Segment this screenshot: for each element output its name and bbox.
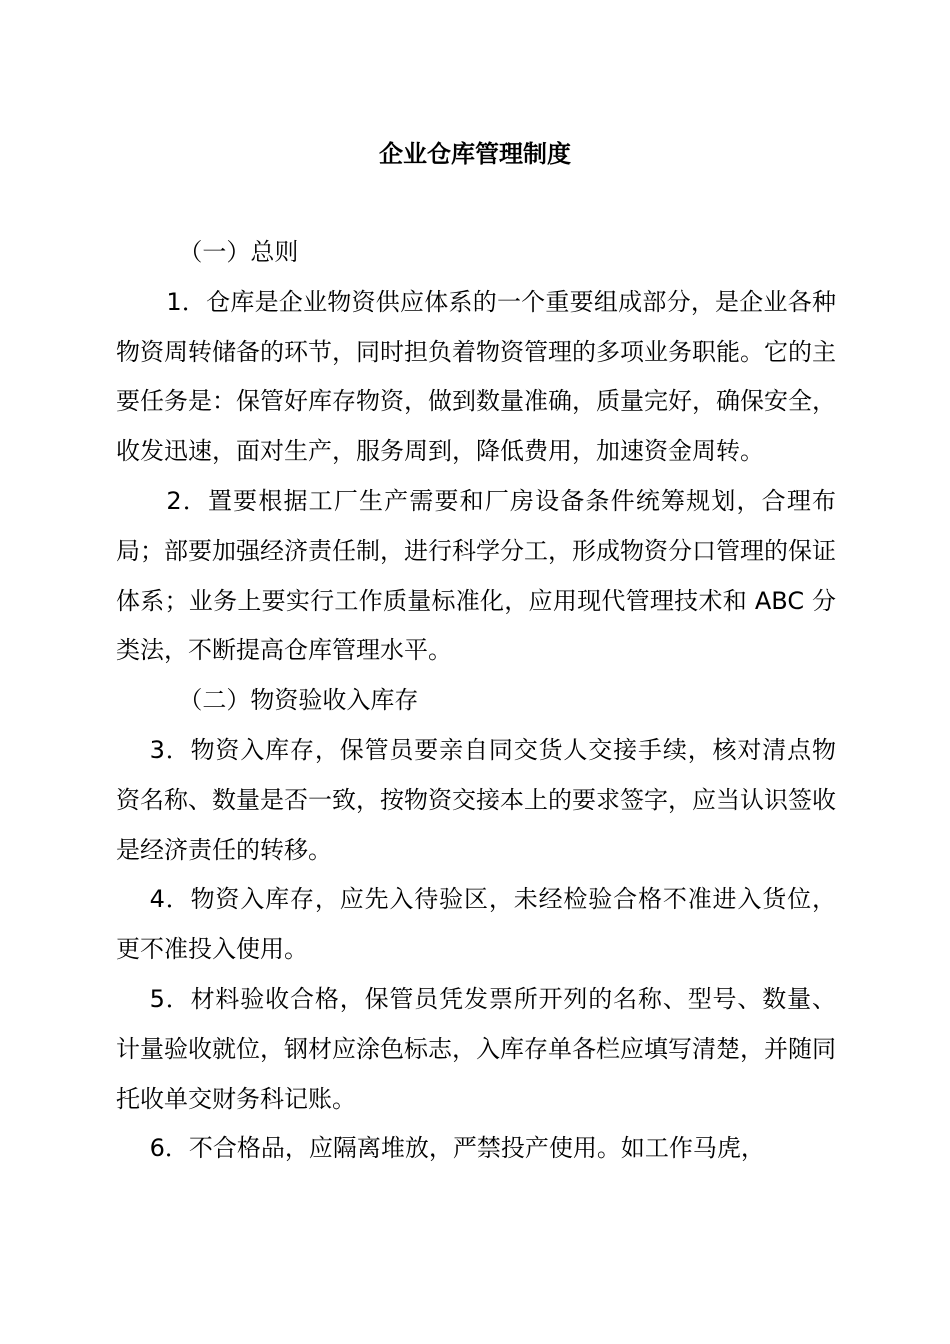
- paragraph-item-1: 1．仓库是企业物资供应体系的一个重要组成部分，是企业各种物资周转储备的环节，同时担负着物资管理的多项业务职能。它的主要任务是：保管好库存物资，做到数量准确，质量完好，确保安全，收发迅速，面对生产，服务周到，降低费用，加速资金周转。: [116, 287, 836, 466]
- section-heading-inbound: （二）物资验收入库存: [178, 686, 419, 715]
- document-body: [116, 228, 836, 1174]
- paragraph-item-3: 3．物资入库存，保管员要亲自同交货人交接手续，核对清点物资名称、数量是否一致，按物资交接本上的要求签字，应当认识签收是经济责任的转移。: [116, 735, 836, 864]
- paragraph-item-2: 2．置要根据工厂生产需要和厂房设备条件统筹规划，合理布局；部要加强经济责任制，进行科学分工，形成物资分口管理的保证体系；业务上要实行工作质量标准化，应用现代管理技术和 ABC 分类法，不断提高仓库管理水平。: [116, 486, 836, 665]
- paragraph-item-4: 4．物资入库存，应先入待验区，未经检验合格不准进入货位，更不准投入使用。: [116, 885, 836, 964]
- document-title: 企业仓库管理制度: [379, 140, 571, 168]
- paragraph-item-6: 6．不合格品，应隔离堆放，严禁投产使用。如工作马虎，: [149, 1134, 765, 1163]
- section-heading-general: （一）总则: [178, 238, 299, 266]
- paragraph-item-5: 5．材料验收合格，保管员凭发票所开列的名称、型号、数量、计量验收就位，钢材应涂色标志，入库存单各栏应填写清楚，并随同托收单交财务科记账。: [116, 984, 836, 1113]
